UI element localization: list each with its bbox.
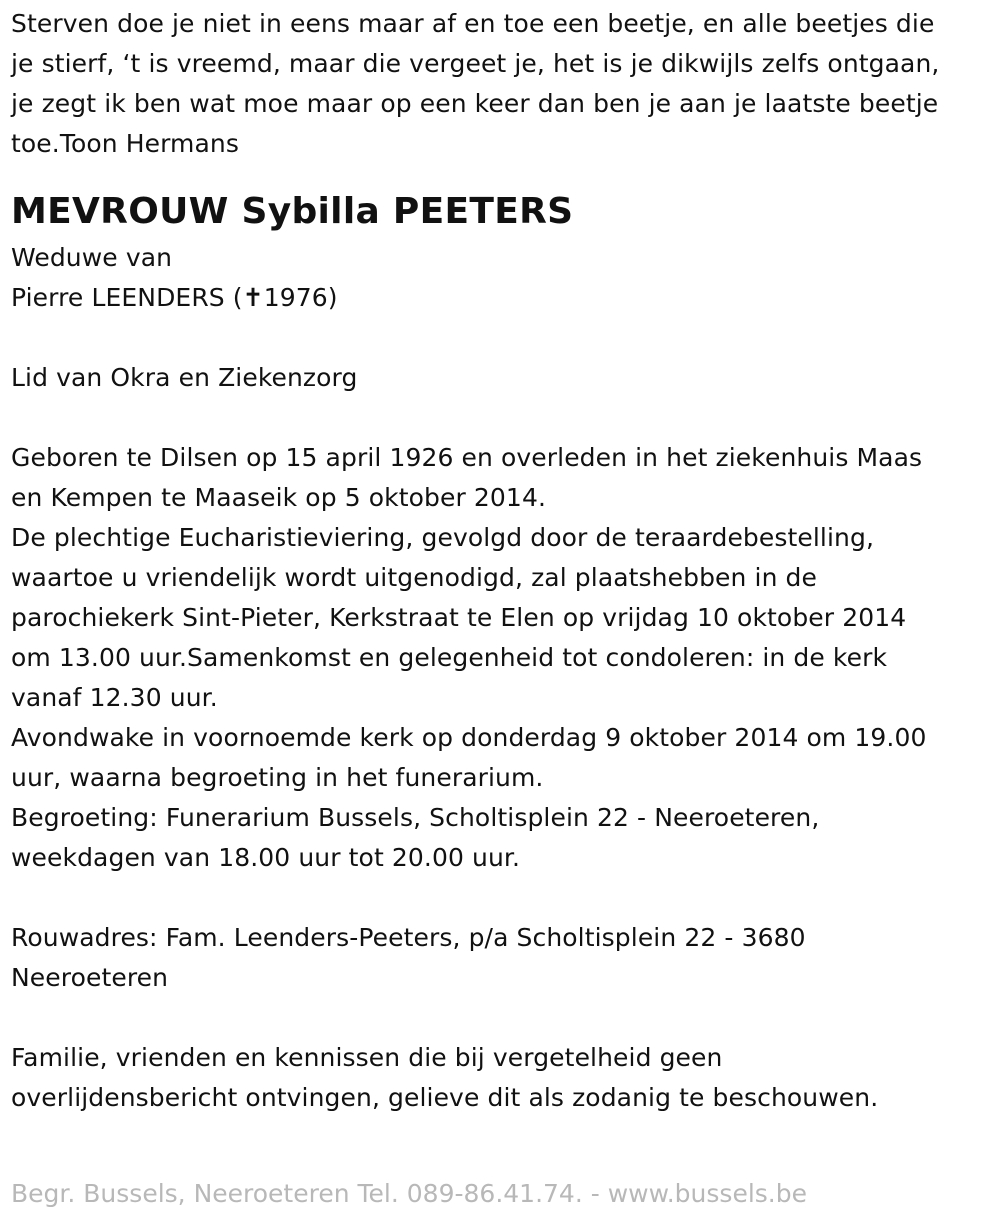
notice-line: Familie, vrienden en kennissen die bij vergetelheid geen <box>11 1043 723 1072</box>
spacer <box>11 998 991 1038</box>
spacer <box>11 398 991 438</box>
membership: Lid van Okra en Ziekenzorg <box>11 363 358 392</box>
details-line: Begroeting: Funerarium Bussels, Scholtisplein 22 - Neeroeteren, <box>11 803 820 832</box>
quote-block <box>11 4 991 164</box>
quote-line: toe.Toon Hermans <box>11 129 239 158</box>
details-line: en Kempen te Maaseik op 5 oktober 2014. <box>11 483 546 512</box>
details-line: uur, waarna begroeting in het funerarium. <box>11 763 544 792</box>
spacer <box>11 878 991 918</box>
notice-line: overlijdensbericht ontvingen, gelieve dit als zodanig te beschouwen. <box>11 1083 879 1112</box>
details-block <box>11 438 991 878</box>
details-line: Geboren te Dilsen op 15 april 1926 en overleden in het ziekenhuis Maas <box>11 443 923 472</box>
details-line: weekdagen van 18.00 uur tot 20.00 uur. <box>11 843 521 872</box>
details-line: parochiekerk Sint-Pieter, Kerkstraat te Elen op vrijdag 10 oktober 2014 <box>11 603 907 632</box>
spacer <box>11 164 991 188</box>
address-line: Neeroeteren <box>11 963 169 992</box>
spouse-name: Pierre LEENDERS (✝1976) <box>11 283 338 312</box>
details-line: om 13.00 uur.Samenkomst en gelegenheid tot condoleren: in de kerk <box>11 643 888 672</box>
spacer <box>11 318 991 358</box>
details-line: De plechtige Eucharistieviering, gevolgd door de teraardebestelling, <box>11 523 874 552</box>
notice-block <box>11 1038 991 1118</box>
details-line: Avondwake in voornoemde kerk op donderdag 9 oktober 2014 om 19.00 <box>11 723 927 752</box>
details-line: vanaf 12.30 uur. <box>11 683 218 712</box>
details-line: waartoe u vriendelijk wordt uitgenodigd, zal plaatshebben in de <box>11 563 818 592</box>
mourning-address <box>11 918 991 998</box>
obituary-notice <box>11 4 991 1118</box>
address-line: Rouwadres: Fam. Leenders-Peeters, p/a Scholtisplein 22 - 3680 <box>11 923 806 952</box>
quote-line: Sterven doe je niet in eens maar af en toe een beetje, en alle beetjes die <box>11 9 935 38</box>
deceased-name: MEVROUW Sybilla PEETERS <box>11 191 574 232</box>
quote-line: je stierf, ‘t is vreemd, maar die vergeet je, het is je dikwijls zelfs ontgaan, <box>11 49 940 78</box>
quote-line: je zegt ik ben wat moe maar op een keer dan ben je aan je laatste beetje <box>11 89 939 118</box>
widow-label: Weduwe van <box>11 243 173 272</box>
footer-credit: Begr. Bussels, Neeroeteren Tel. 089-86.41.74. - www.bussels.be <box>11 1179 807 1208</box>
